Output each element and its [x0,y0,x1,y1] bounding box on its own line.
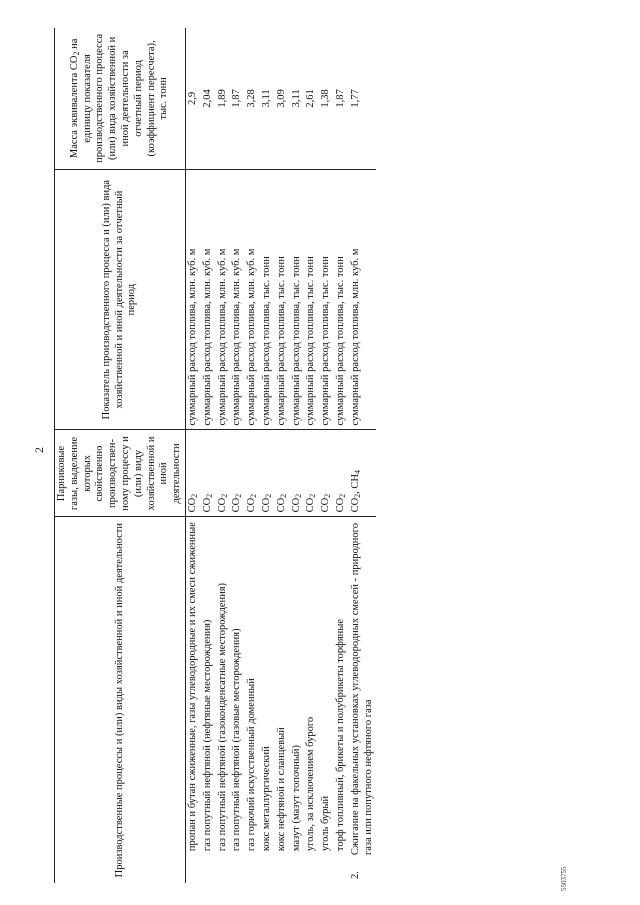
row-process: газ попутный нефтяной (газовые месторождения) [231,628,243,852]
table-header-row [55,28,186,883]
row-indicator: суммарный расход топлива, тыс. тонн [304,169,319,430]
table-row [201,28,216,883]
row-gas: $CO_2$ [334,430,349,517]
row-mass: 2,61 [305,89,317,108]
row-indicator: суммарный расход топлива, тыс. тонн [319,169,334,430]
row-mass: 3,11 [260,89,272,108]
rotated-sheet [32,13,620,893]
header-indicator: Показатель производственного процесса и (или) вида хозяйственной и иной деятельности за отчетный период [55,169,186,430]
table-row [275,28,290,883]
row-gas: $CO_2$ [275,430,290,517]
table-body [185,28,376,883]
row-process: мазут (мазут топочный) [290,744,302,852]
page-number: 2 [32,447,46,453]
row-process: уголь бурый [320,795,332,852]
row-indicator: суммарный расход топлива, тыс. тонн [290,169,305,430]
row-number [334,859,349,883]
row-process: газ попутный нефтяной (нефтяные месторождения) [201,619,213,852]
row-process: пропан и бутан сжиженные, газы углеводородные и их смеси сжиженные [186,522,198,852]
row-mass: 1,38 [320,89,332,108]
row-process: уголь, за исключением бурого [305,716,317,852]
row-number [216,859,231,883]
row-mass: 3,09 [275,89,287,108]
table-row [349,28,377,883]
table-row [290,28,305,883]
document-code: 5503755 [560,866,568,891]
row-mass: 1,87 [231,89,243,108]
row-number [275,859,290,883]
row-gas: $CO_2$, $CH_4$ [349,430,377,517]
row-indicator: суммарный расход топлива, млн. куб. м [245,169,260,430]
row-indicator: суммарный расход топлива, тыс. тонн [275,169,290,430]
row-process: газ попутный нефтяной (газоконденсатные месторождения) [216,582,228,852]
row-indicator: суммарный расход топлива, млн. куб. м [216,169,231,430]
header-mass: Масса эквивалента $CO_2$ на единицу показателя производственного процесса (или) вида хозяйственной и иной деятельности за отчетный период (коэффициент пересчета), тыс. тонн [55,28,186,169]
row-gas: $CO_2$ [245,430,260,517]
row-mass: 1,77 [349,89,361,108]
row-process: кокс металлургический [260,746,272,852]
row-gas: $CO_2$ [304,430,319,517]
row-gas: $CO_2$ [230,430,245,517]
row-number [245,859,260,883]
table-row [334,28,349,883]
row-mass: 1,89 [216,89,228,108]
row-indicator: суммарный расход топлива, млн. куб. м [230,169,245,430]
row-indicator: суммарный расход топлива, тыс. тонн [334,169,349,430]
row-number: 2. [349,871,361,879]
row-process: Сжигание на факельных установках углеводородных смесей - природного газа или попутного нефтяного газа [349,523,374,856]
row-mass: 2,04 [201,89,213,108]
row-gas: $CO_2$ [290,430,305,517]
row-gas: $CO_2$ [216,430,231,517]
table-row [230,28,245,883]
row-process: торф топливный, брикеты и полубрикеты торфяные [334,618,346,852]
row-process: кокс нефтяной и сланцевый [275,727,287,852]
row-gas: $CO_2$ [201,430,216,517]
row-number [260,859,275,883]
table-row [245,28,260,883]
table-row [216,28,231,883]
row-process: газ горючий искусственный доменный [246,678,258,852]
emissions-table [54,28,376,883]
row-indicator: суммарный расход топлива, млн. куб. м [185,169,200,430]
header-process: Производственные процессы и (или) виды хозяйственной и иной деятельности [55,517,186,883]
row-mass: 1,87 [334,89,346,108]
row-mass: 3,28 [246,89,258,108]
table-row [304,28,319,883]
row-mass: 3,11 [290,89,302,108]
row-number [304,859,319,883]
row-indicator: суммарный расход топлива, млн. куб. м [201,169,216,430]
row-number [201,859,216,883]
table-row [260,28,275,883]
row-number [230,859,245,883]
row-gas: $CO_2$ [319,430,334,517]
row-number [290,859,305,883]
row-number [319,859,334,883]
row-indicator: суммарный расход топлива, млн. куб. м [349,169,377,430]
row-number [185,859,200,883]
table-row [319,28,334,883]
row-indicator: суммарный расход топлива, тыс. тонн [260,169,275,430]
header-gases: Парниковые газы, выделение которых свойственно производствен-ному процессу и (или) виду хозяйственной и иной деятельности [55,430,186,517]
row-gas: $CO_2$ [260,430,275,517]
row-gas: $CO_2$ [185,430,200,517]
row-mass: 2,9 [186,91,198,105]
table-row [185,28,200,883]
